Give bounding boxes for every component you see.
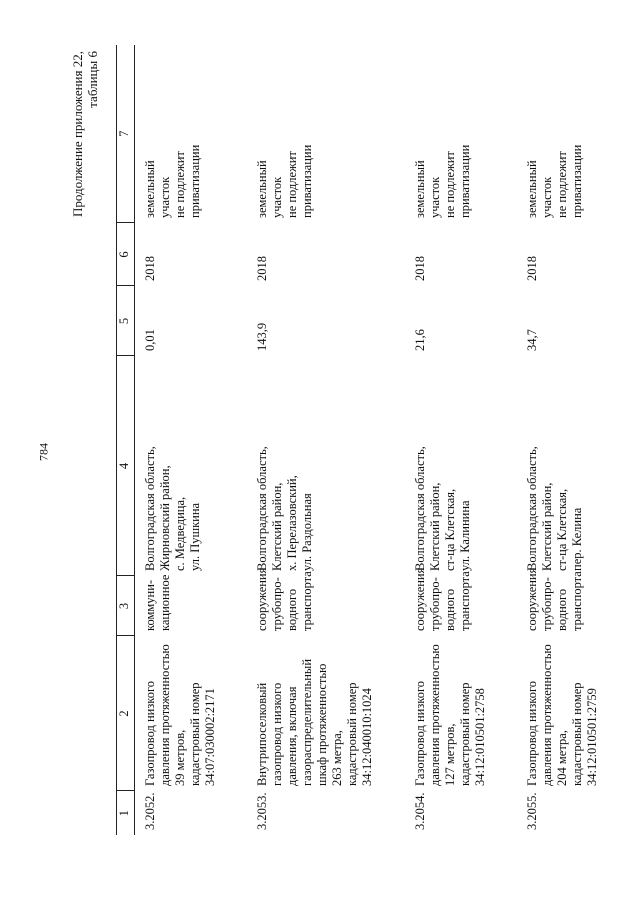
header-col-4: 4 (117, 356, 135, 576)
object-address: Волгоградская область, Жирновский район, с. Медведица, ул. Пушкина (143, 446, 202, 571)
object-year: 2018 (255, 256, 269, 281)
header-col-2: 2 (117, 636, 135, 791)
object-address: Волгоградская область, Клетский район, х. Перелазовский, ул. Раздольная (255, 446, 314, 571)
header-col-3: 3 (117, 576, 135, 636)
table-row (405, 45, 517, 835)
row-number: 3.2052. (143, 792, 157, 830)
header-col-6: 6 (117, 223, 135, 286)
object-name: Газопровод низкого давления протяженностью 39 метров, кадастровый номер 34:07:030002:2171 (143, 644, 217, 786)
object-name: Газопровод низкого давления протяженностью 204 метра, кадастровый номер 34:12:010501:2759 (525, 644, 599, 786)
object-area: 21,6 (413, 329, 427, 351)
row-number: 3.2054. (413, 792, 427, 830)
header-col-5: 5 (117, 286, 135, 356)
row-number: 3.2053. (255, 792, 269, 830)
object-note: земельный участок не подлежит приватизации (525, 144, 584, 218)
table-row (517, 45, 629, 835)
object-year: 2018 (413, 256, 427, 281)
header-row (117, 45, 135, 835)
object-type: сооружения трубопро- водного транспорта (255, 567, 314, 631)
caption-line-2: таблицы 6 (85, 51, 100, 108)
object-note: земельный участок не подлежит приватизации (413, 144, 472, 218)
object-type: коммуни- кационное (143, 574, 172, 631)
table-row (247, 45, 405, 835)
rotated-content (70, 45, 599, 835)
object-area: 0,01 (143, 329, 157, 351)
object-year: 2018 (143, 256, 157, 281)
appendix-caption (70, 51, 100, 311)
object-year: 2018 (525, 256, 539, 281)
object-note: земельный участок не подлежит приватизации (255, 144, 314, 218)
object-address: Волгоградская область, Клетский район, ст-ца Клетская, ул. Калинина (413, 446, 472, 571)
object-note: земельный участок не подлежит приватизации (143, 144, 202, 218)
object-type: сооружения трубопро- водного транспорта (525, 567, 584, 631)
object-name: Газопровод низкого давления протяженностью 127 метров, кадастровый номер 34:12:010501:2758 (413, 644, 487, 786)
header-col-1: 1 (117, 791, 135, 835)
page-number: 784 (36, 443, 51, 461)
table-row (135, 45, 248, 835)
row-number: 3.2055. (525, 792, 539, 830)
header-col-7: 7 (117, 45, 135, 223)
caption-line-1: Продолжение приложения 22, (70, 51, 85, 218)
object-address: Волгоградская область, Клетский район, ст-ца Клетская, пер. Келина (525, 446, 584, 571)
object-type: сооружения трубопро- водного транспорта (413, 567, 472, 631)
registry-table (116, 45, 629, 835)
object-area: 143,9 (255, 322, 269, 351)
object-area: 34,7 (525, 329, 539, 351)
object-name: Внутрипоселковый газопровод низкого давления, включая газораспределительный шкаф протяженностью 263 метра, кадастровый номер 34:12:040010:1024 (255, 658, 374, 786)
